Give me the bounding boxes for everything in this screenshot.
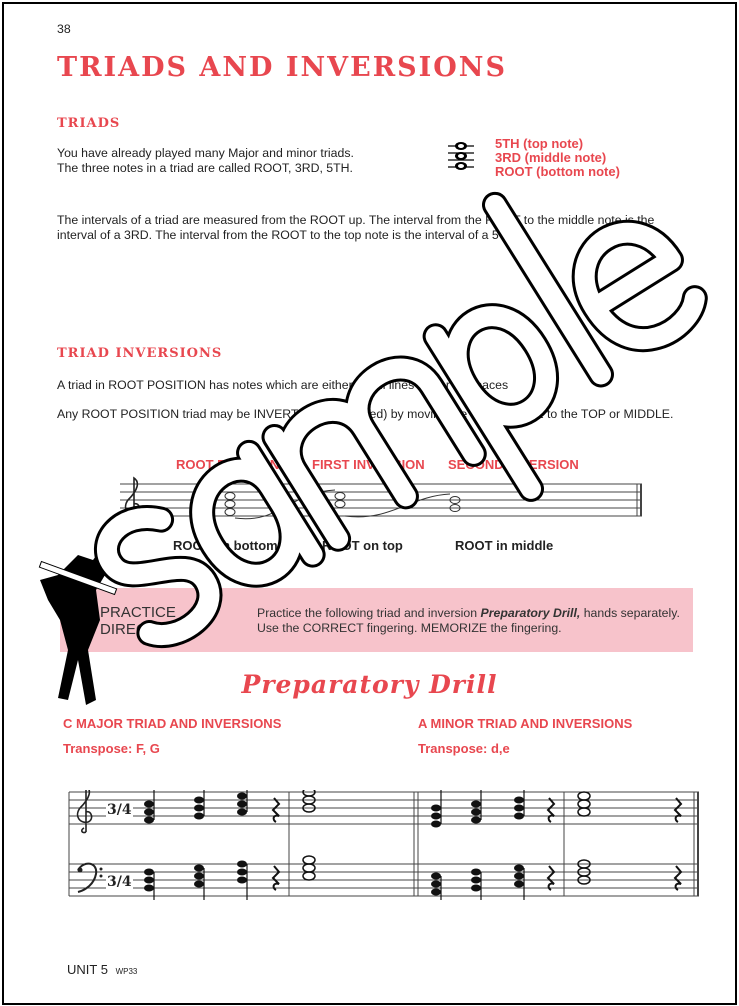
inversions-heading: TRIAD INVERSIONS [57,346,223,361]
text-part: or all spaces [439,378,509,392]
inversion-staff [120,476,645,526]
treble-clef-icon [78,790,92,833]
triad-notes-icon [446,140,476,176]
triad-labels [495,137,620,179]
triads-intro [57,146,354,176]
root-position-label: ROOT POSITION [176,457,280,472]
text-part: A triad in ROOT POSITION has notes which are either on all lines [57,378,415,392]
time-signature-bass: 3/4 [107,874,132,890]
c-major-transpose: Transpose: F, G [63,741,160,756]
text-part: hands separately. Use the CORRECT fingering. MEMORIZE the fingering. [257,606,680,635]
a-minor-heading: A MINOR TRIAD AND INVERSIONS [418,716,633,731]
intervals-paragraph: The intervals of a triad are measured from the ROOT up. The interval from the ROOT to the middle note is the interval of a 3RD. The interval from the ROOT to the top note is the interval of a 5TH. [57,213,655,242]
code-label: WP33 [115,967,138,976]
inversions-text-2: Any ROOT POSITION triad may be INVERTED (rearranged) by moving the ROOT NOTE to the TOP or MIDDLE. [57,407,674,421]
preparatory-drill-title: Preparatory Drill [241,670,498,699]
inversions-text-1 [57,378,508,393]
second-inversion-label: SECOND INVERSION [448,457,579,472]
triads-text-1: You have already played many Major and minor triads. [57,146,354,160]
caption-root-top: ROOT on top [322,538,403,553]
unit-label: UNIT 5 [67,962,108,977]
footer [67,962,137,977]
label-root: ROOT (bottom note) [495,164,620,179]
triads-heading: TRIADS [57,116,121,131]
page-number: 38 [57,22,71,36]
caption-root-bottom: ROOT on bottom [173,538,278,553]
label-3rd: 3RD (middle note) [495,150,607,165]
caption-root-middle: ROOT in middle [455,538,554,553]
text-part: Practice the following triad and inversion [257,606,481,620]
triads-text-2: The three notes in a triad are called ROOT, 3RD, 5TH. [57,161,353,175]
label-5th: 5TH (top note) [495,136,584,151]
c-major-heading: C MAJOR TRIAD AND INVERSIONS [63,716,282,731]
time-signature-treble: 3/4 [107,802,132,818]
practice-label-2: DIRECTIONS [100,621,193,638]
page-title: TRIADS AND INVERSIONS [57,52,507,83]
text-emphasis: Preparatory Drill, [480,606,581,620]
practice-text [257,606,682,636]
a-minor-transpose: Transpose: d,e [418,741,510,756]
rocker-silhouette-icon [38,540,128,710]
first-inversion-label: FIRST INVERSION [312,457,425,472]
grand-staff [64,790,704,902]
practice-label-1: PRACTICE [100,604,176,621]
